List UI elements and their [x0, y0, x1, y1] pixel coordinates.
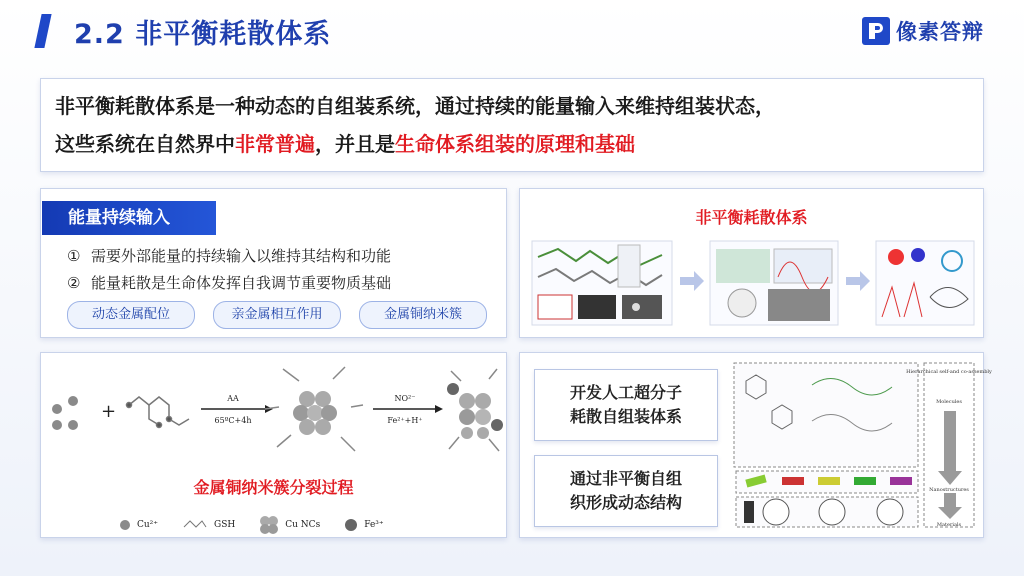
legend-label: Cu²⁺ — [137, 520, 159, 530]
reaction-arrow-2 — [373, 394, 443, 425]
legend-item — [259, 515, 320, 535]
list-item — [67, 243, 391, 270]
box-line: 耗散自组装体系 — [569, 407, 682, 426]
cu-nc-icon — [259, 515, 279, 535]
side-label: Materials — [936, 522, 962, 528]
figure-group-b — [710, 241, 838, 325]
intro-text: ，并且是 — [315, 132, 395, 156]
box-line: 织形成动态结构 — [569, 493, 682, 512]
arrow-icon — [846, 271, 870, 291]
figure-group-a — [532, 241, 672, 325]
develop-system-box — [534, 369, 718, 441]
box-line: 通过非平衡自组 — [569, 469, 682, 488]
page-title: 2.2 非平衡耗散体系 — [74, 19, 332, 50]
dissipative-figure-title: 非平衡耗散体系 — [695, 208, 808, 227]
assembly-figure — [732, 361, 992, 529]
side-label: Nanostructures — [929, 487, 969, 493]
arrow-2-bottom: Fe²⁺+H⁺ — [387, 416, 423, 425]
box-line: 开发人工超分子 — [569, 383, 682, 402]
intro-text: 这些系统在自然界中 — [55, 132, 235, 156]
side-label: Hierarchical self-and co-assembly — [906, 369, 992, 375]
legend-label: Fe³⁺ — [364, 520, 384, 530]
plus-sign: + — [101, 401, 117, 422]
chip-metallophilic-interaction: 亲金属相互作用 — [213, 301, 341, 329]
energy-input-panel — [40, 188, 507, 338]
legend-item — [344, 518, 383, 532]
item-number: ① — [67, 247, 81, 265]
dynamic-structure-box — [534, 455, 718, 527]
logo-icon — [862, 17, 890, 45]
intro-box — [40, 78, 984, 172]
chip-dynamic-metal-coordination: 动态金属配位 — [67, 301, 195, 329]
item-text: 能量耗散是生命体发挥自我调节重要物质基础 — [91, 274, 392, 292]
side-label: Molecules — [936, 399, 962, 405]
copper-ion-group — [52, 396, 78, 430]
energy-input-list — [67, 243, 391, 297]
gsh-icon — [182, 517, 208, 533]
dissipative-system-panel — [519, 188, 984, 338]
legend-item — [119, 519, 158, 531]
iron-ion-icon — [344, 518, 358, 532]
arrow-icon — [680, 271, 704, 291]
dissipative-figure — [528, 237, 978, 329]
fe-cluster — [447, 369, 503, 451]
intro-line-1: 非平衡耗散体系是一种动态的自组装系统，通过持续的能量输入来维持组装状态， — [55, 94, 775, 118]
brand-logo — [862, 16, 984, 46]
chip-copper-nanoclusters: 金属铜纳米簇 — [359, 301, 487, 329]
intro-highlight: 生命体系组装的原理和基础 — [395, 132, 635, 156]
item-number: ② — [67, 274, 81, 292]
cluster-fission-panel — [40, 352, 507, 538]
fission-legend — [119, 515, 408, 535]
intro-highlight: 非常普遍 — [235, 132, 315, 156]
intro-line-2 — [55, 125, 969, 163]
reaction-arrow-1 — [201, 394, 273, 425]
list-item — [67, 270, 391, 297]
item-text: 需要外部能量的持续输入以维持其结构和功能 — [91, 247, 392, 265]
figure-group-c — [876, 241, 974, 325]
logo-text: 像素答辩 — [896, 20, 984, 44]
arrow-2-top: NO²⁻ — [394, 394, 416, 403]
gsh-molecule — [127, 397, 190, 428]
fission-title: 金属铜纳米簇分裂过程 — [193, 478, 354, 497]
copper-ion-icon — [119, 519, 131, 531]
energy-input-tag: 能量持续输入 — [42, 201, 216, 235]
keyword-chips — [67, 301, 487, 329]
supramolecular-panel — [519, 352, 992, 538]
cu-nanocluster — [265, 367, 363, 451]
arrow-1-bottom: 65ºC+4h — [214, 416, 252, 425]
legend-label: GSH — [214, 520, 236, 530]
arrow-1-top: AA — [227, 394, 239, 403]
legend-label: Cu NCs — [285, 520, 321, 530]
legend-item — [182, 517, 235, 533]
title-accent-bar — [34, 14, 51, 48]
fission-reaction-diagram — [43, 359, 503, 463]
